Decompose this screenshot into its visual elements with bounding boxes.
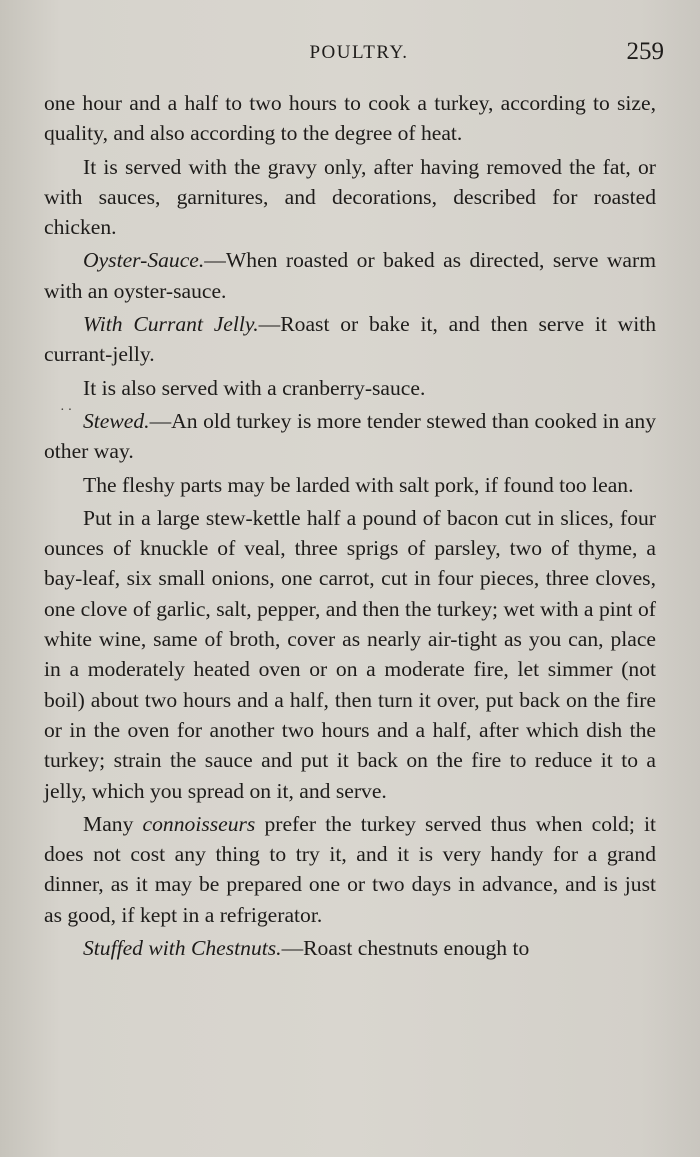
paragraph-text: It is also served with a cranberry-sauce.	[83, 375, 426, 400]
paragraph-continuation	[44, 88, 656, 149]
page-header	[44, 40, 664, 70]
page-number: 259	[626, 38, 664, 65]
paragraph-text: The fleshy parts may be larded with salt pork, if found too lean.	[83, 472, 634, 497]
paragraph-text: —Roast or bake it, and then serve it with currant-jelly.	[44, 312, 656, 367]
paragraph-text: —An old turkey is more tender stewed than cooked in any other way.	[44, 408, 656, 464]
paragraph-text: prefer the turkey served thus when cold; it does not cost any thing to try it, and it is very handy for a grand dinner, as it may be prepared one or two days in advance, and is just as good, if kept in a refrigerator.	[44, 811, 656, 927]
margin-dots-mark: ··	[60, 403, 76, 418]
body-text	[44, 88, 656, 963]
paragraph-connoisseurs	[44, 809, 656, 930]
paragraph-stew-method	[44, 503, 656, 806]
paragraph-chestnuts	[44, 933, 656, 963]
paragraph-text: —Roast chestnuts enough to	[281, 936, 530, 961]
section-title: Stuffed with Chestnuts.	[83, 936, 282, 961]
italic-term: connoisseurs	[142, 811, 256, 836]
paragraph-text: Put in a large stew-kettle half a pound of bacon cut in slices, four ounces of knuckle of veal, three sprigs of parsley, two of thyme, a bay-leaf, six small onions, one carrot, cut in four pieces, three cloves, one clove of garlic, salt, pepper, and then the turkey; wet with a pint of white wine, same of broth, cover as nearly air-tight as you can, place in a moderately heated oven or on a moderate fire, let simmer (not boil) about two hours and a half, then turn it over, put back on the fire or in the oven for another two hours and a half, after which dish the turkey; strain the sauce and put it back on the fire to reduce it to a jelly, which you spread on it, and serve.	[44, 505, 656, 803]
section-title: Stewed.	[83, 408, 150, 433]
paragraph-text: Many	[83, 811, 143, 836]
paragraph-text: —When roasted or baked as directed, serve warm with an oyster-sauce.	[44, 248, 656, 303]
section-title: Oyster-Sauce.	[83, 248, 205, 273]
running-head: POULTRY.	[309, 42, 409, 63]
paragraph-gravy	[44, 152, 656, 243]
paragraph-stewed	[44, 406, 656, 467]
paragraph-cranberry	[44, 373, 656, 403]
paragraph-text: It is served with the gravy only, after having removed the fat, or with sauces, garnitures, and decorations, described for roasted chicken.	[44, 154, 656, 240]
paragraph-text: one hour and a half to two hours to cook a turkey, according to size, quality, and also according to the degree of heat.	[44, 91, 656, 146]
section-title: With Currant Jelly.	[83, 312, 259, 337]
paragraph-larded	[44, 470, 656, 500]
paragraph-oyster-sauce	[44, 245, 656, 306]
paragraph-currant-jelly	[44, 309, 656, 370]
